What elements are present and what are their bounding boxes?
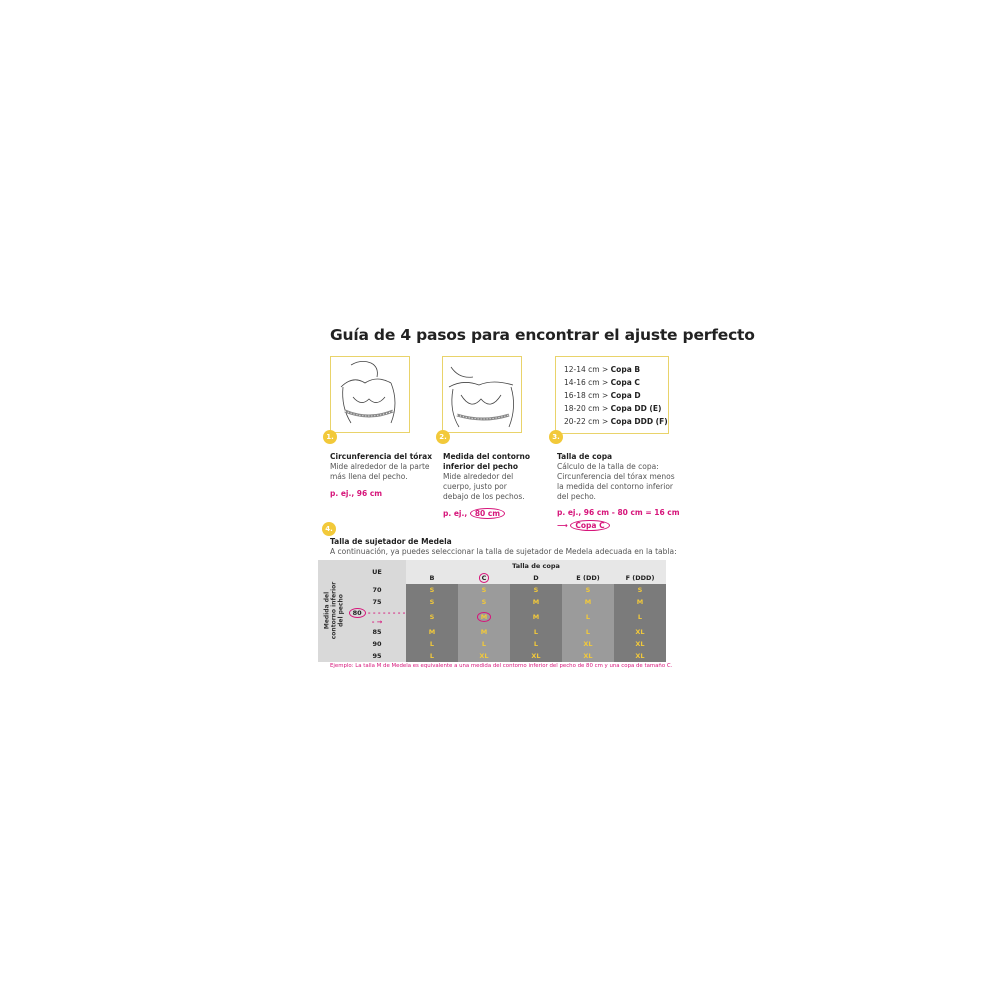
size-cell: XL [458, 650, 510, 662]
cup-range: 14-16 cm > [564, 378, 609, 387]
step-3-badge: 3. [549, 430, 563, 444]
step-4-body: A continuación, ya puedes seleccionar la talla de sujetador de Medela adecuada en la tabla: [330, 547, 677, 556]
step-2-example-prefix: p. ej., [443, 509, 468, 518]
cup-row [564, 415, 668, 428]
step-3-heading: Talla de copa [557, 452, 613, 461]
step-2-example-value: 80 cm [470, 508, 505, 519]
cup-label: Copa B [610, 365, 641, 374]
size-table [318, 560, 666, 662]
woman-underbust-tape-icon [443, 357, 521, 432]
page-title: Guía de 4 pasos para encontrar el ajuste perfecto [330, 326, 755, 344]
size-cell: S [406, 596, 458, 608]
step-3-body: Cálculo de la talla de copa: Circunferencia del tórax menos la medida del contorno inferior del pecho. [557, 462, 675, 501]
size-cell: M [614, 596, 666, 608]
table-row-highlight [318, 608, 666, 626]
size-cell: L [562, 626, 614, 638]
step-1-badge: 1. [323, 430, 337, 444]
row-ue: 90 [348, 638, 406, 650]
dashed-arrow-icon: - - - - - - - - - → [365, 609, 406, 626]
row-ue: 80 [349, 608, 366, 618]
cup-size-list [555, 356, 669, 434]
col-header: B [406, 572, 458, 584]
cup-range: 12-14 cm > [564, 365, 609, 374]
size-cell: S [614, 584, 666, 596]
row-ue-highlight [348, 608, 406, 626]
cup-row [564, 402, 668, 415]
cup-label: Copa D [610, 391, 641, 400]
col-header-highlight [458, 572, 510, 584]
step-1-heading: Circunferencia del tórax [330, 452, 433, 461]
cup-range: 18-20 cm > [564, 404, 609, 413]
col-header: C [479, 573, 490, 583]
size-cell: XL [614, 638, 666, 650]
ue-header: UE [348, 560, 406, 584]
cup-row [564, 389, 668, 402]
side-label-cell [318, 560, 348, 662]
size-cell: S [458, 584, 510, 596]
step-1-body: Mide alrededor de la parte más llena del pecho. [330, 462, 430, 481]
step-2-body: Mide alrededor del cuerpo, justo por debajo de los pechos. [443, 472, 525, 501]
cup-range: 16-18 cm > [564, 391, 609, 400]
size-cell: L [510, 638, 562, 650]
col-header: E (DD) [562, 572, 614, 584]
size-cell: S [406, 608, 458, 626]
row-ue: 75 [348, 596, 406, 608]
cup-size-header: Talla de copa [406, 560, 666, 572]
cup-label: Copa DD (E) [610, 404, 662, 413]
footnote: Ejemplo: La talla M de Medela es equivalente a una medida del contorno inferior del pecho de 80 cm y una copa de tamaño C. [330, 663, 673, 669]
size-cell: S [458, 596, 510, 608]
step-4-badge: 4. [322, 522, 336, 536]
size-cell-highlight [458, 608, 510, 626]
step-4-text [330, 537, 677, 557]
size-cell: L [406, 638, 458, 650]
size-cell: L [510, 626, 562, 638]
row-ue: 95 [348, 650, 406, 662]
step-4-heading: Talla de sujetador de Medela [330, 537, 452, 546]
table-row [318, 626, 666, 638]
row-ue: 85 [348, 626, 406, 638]
chest-measure-illustration [330, 356, 410, 433]
size-cell: S [406, 584, 458, 596]
col-header: F (DDD) [614, 572, 666, 584]
cup-label: Copa C [610, 378, 640, 387]
col-header: D [510, 572, 562, 584]
step-2-example [443, 508, 505, 519]
size-cell: XL [614, 650, 666, 662]
step-2-heading: Medida del contorno inferior del pecho [443, 452, 531, 471]
cup-row [564, 363, 668, 376]
step-2-badge: 2. [436, 430, 450, 444]
size-cell: L [406, 650, 458, 662]
size-cell: S [510, 584, 562, 596]
size-cell: L [614, 608, 666, 626]
step-1-example: p. ej., 96 cm [330, 489, 383, 498]
step-3-example: p. ej., 96 cm - 80 cm = 16 cm [557, 508, 680, 517]
table-row [318, 584, 666, 596]
table-row [318, 650, 666, 662]
size-cell: L [562, 608, 614, 626]
size-cell: XL [614, 626, 666, 638]
size-cell: M [406, 626, 458, 638]
size-cell: L [458, 638, 510, 650]
side-label: Medida del contorno inferior del pecho [323, 581, 345, 640]
table-row [318, 638, 666, 650]
size-cell: XL [510, 650, 562, 662]
step-2-text [443, 452, 531, 502]
step-1-text [330, 452, 442, 482]
size-cell: M [477, 612, 491, 622]
size-cell: M [562, 596, 614, 608]
cup-label: Copa DDD (F) [610, 417, 668, 426]
size-cell: XL [562, 650, 614, 662]
step-3-result-value: Copa C [570, 520, 609, 531]
table-row [318, 596, 666, 608]
woman-chest-tape-icon [331, 357, 409, 432]
size-cell: M [510, 596, 562, 608]
size-cell: M [458, 626, 510, 638]
arrow-right-icon: ⟶ [557, 521, 571, 530]
underbust-measure-illustration [442, 356, 522, 433]
step-3-text [557, 452, 675, 502]
cup-range: 20-22 cm > [564, 417, 609, 426]
step-3-result [557, 520, 610, 531]
cup-row [564, 376, 668, 389]
size-cell: S [562, 584, 614, 596]
size-cell: XL [562, 638, 614, 650]
row-ue: 70 [348, 584, 406, 596]
size-cell: M [510, 608, 562, 626]
